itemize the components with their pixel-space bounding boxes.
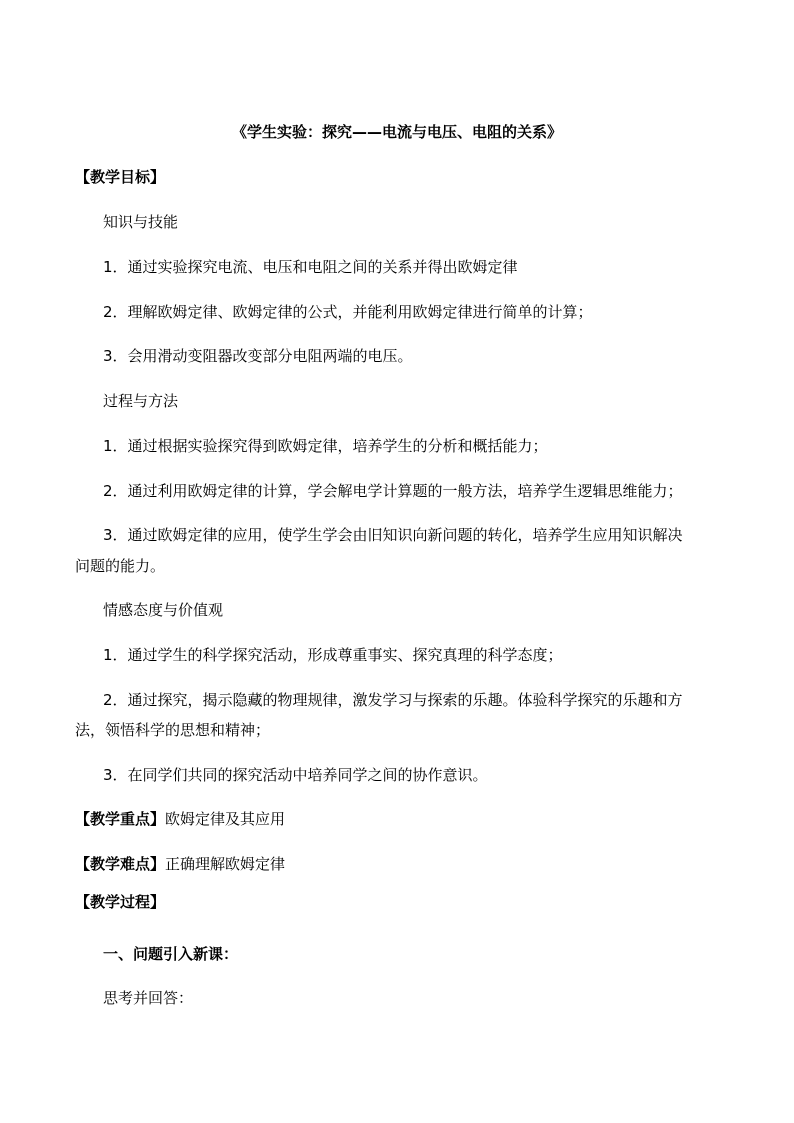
list-item: 2．理解欧姆定律、欧姆定律的公式，并能利用欧姆定律进行简单的计算； (103, 303, 593, 321)
document-title: 《学生实验：探究——电流与电压、电阻的关系》 (231, 123, 562, 141)
list-item-continuation: 法，领悟科学的思想和精神； (75, 721, 271, 739)
list-item: 1．通过根据实验探究得到欧姆定律，培养学生的分析和概括能力； (103, 437, 548, 455)
list-item: 3．在同学们共同的探究活动中培养同学之间的协作意识。 (103, 766, 488, 784)
difficulty-row (75, 854, 285, 874)
list-item: 1．通过实验探究电流、电压和电阻之间的关系并得出欧姆定律 (103, 258, 518, 276)
key-point-text: 欧姆定律及其应用 (165, 810, 286, 828)
key-point-row (75, 809, 285, 829)
list-item: 1．通过学生的科学探究活动，形成尊重事实、探究真理的科学态度； (103, 646, 563, 664)
section-heading-objectives: 【教学目标】 (75, 168, 166, 186)
subheading-knowledge: 知识与技能 (103, 213, 179, 231)
list-item: 2．通过利用欧姆定律的计算，学会解电学计算题的一般方法，培养学生逻辑思维能力； (103, 482, 683, 500)
prompt-text: 思考并回答： (103, 989, 194, 1007)
list-item: 3．通过欧姆定律的应用，使学生学会由旧知识向新问题的转化，培养学生应用知识解决 (103, 526, 683, 544)
part-heading: 一、问题引入新课： (103, 945, 239, 963)
list-item: 2．通过探究，揭示隐藏的物理规律，激发学习与探索的乐趣。体验科学探究的乐趣和方 (103, 691, 683, 709)
section-heading-process: 【教学过程】 (75, 893, 166, 911)
subheading-emotion: 情感态度与价值观 (103, 601, 224, 619)
difficulty-text: 正确理解欧姆定律 (165, 855, 286, 873)
difficulty-label: 【教学难点】 (75, 855, 166, 873)
subheading-process: 过程与方法 (103, 392, 179, 410)
list-item-continuation: 问题的能力。 (75, 557, 166, 575)
list-item: 3．会用滑动变阻器改变部分电阻两端的电压。 (103, 347, 413, 365)
key-point-label: 【教学重点】 (75, 810, 166, 828)
